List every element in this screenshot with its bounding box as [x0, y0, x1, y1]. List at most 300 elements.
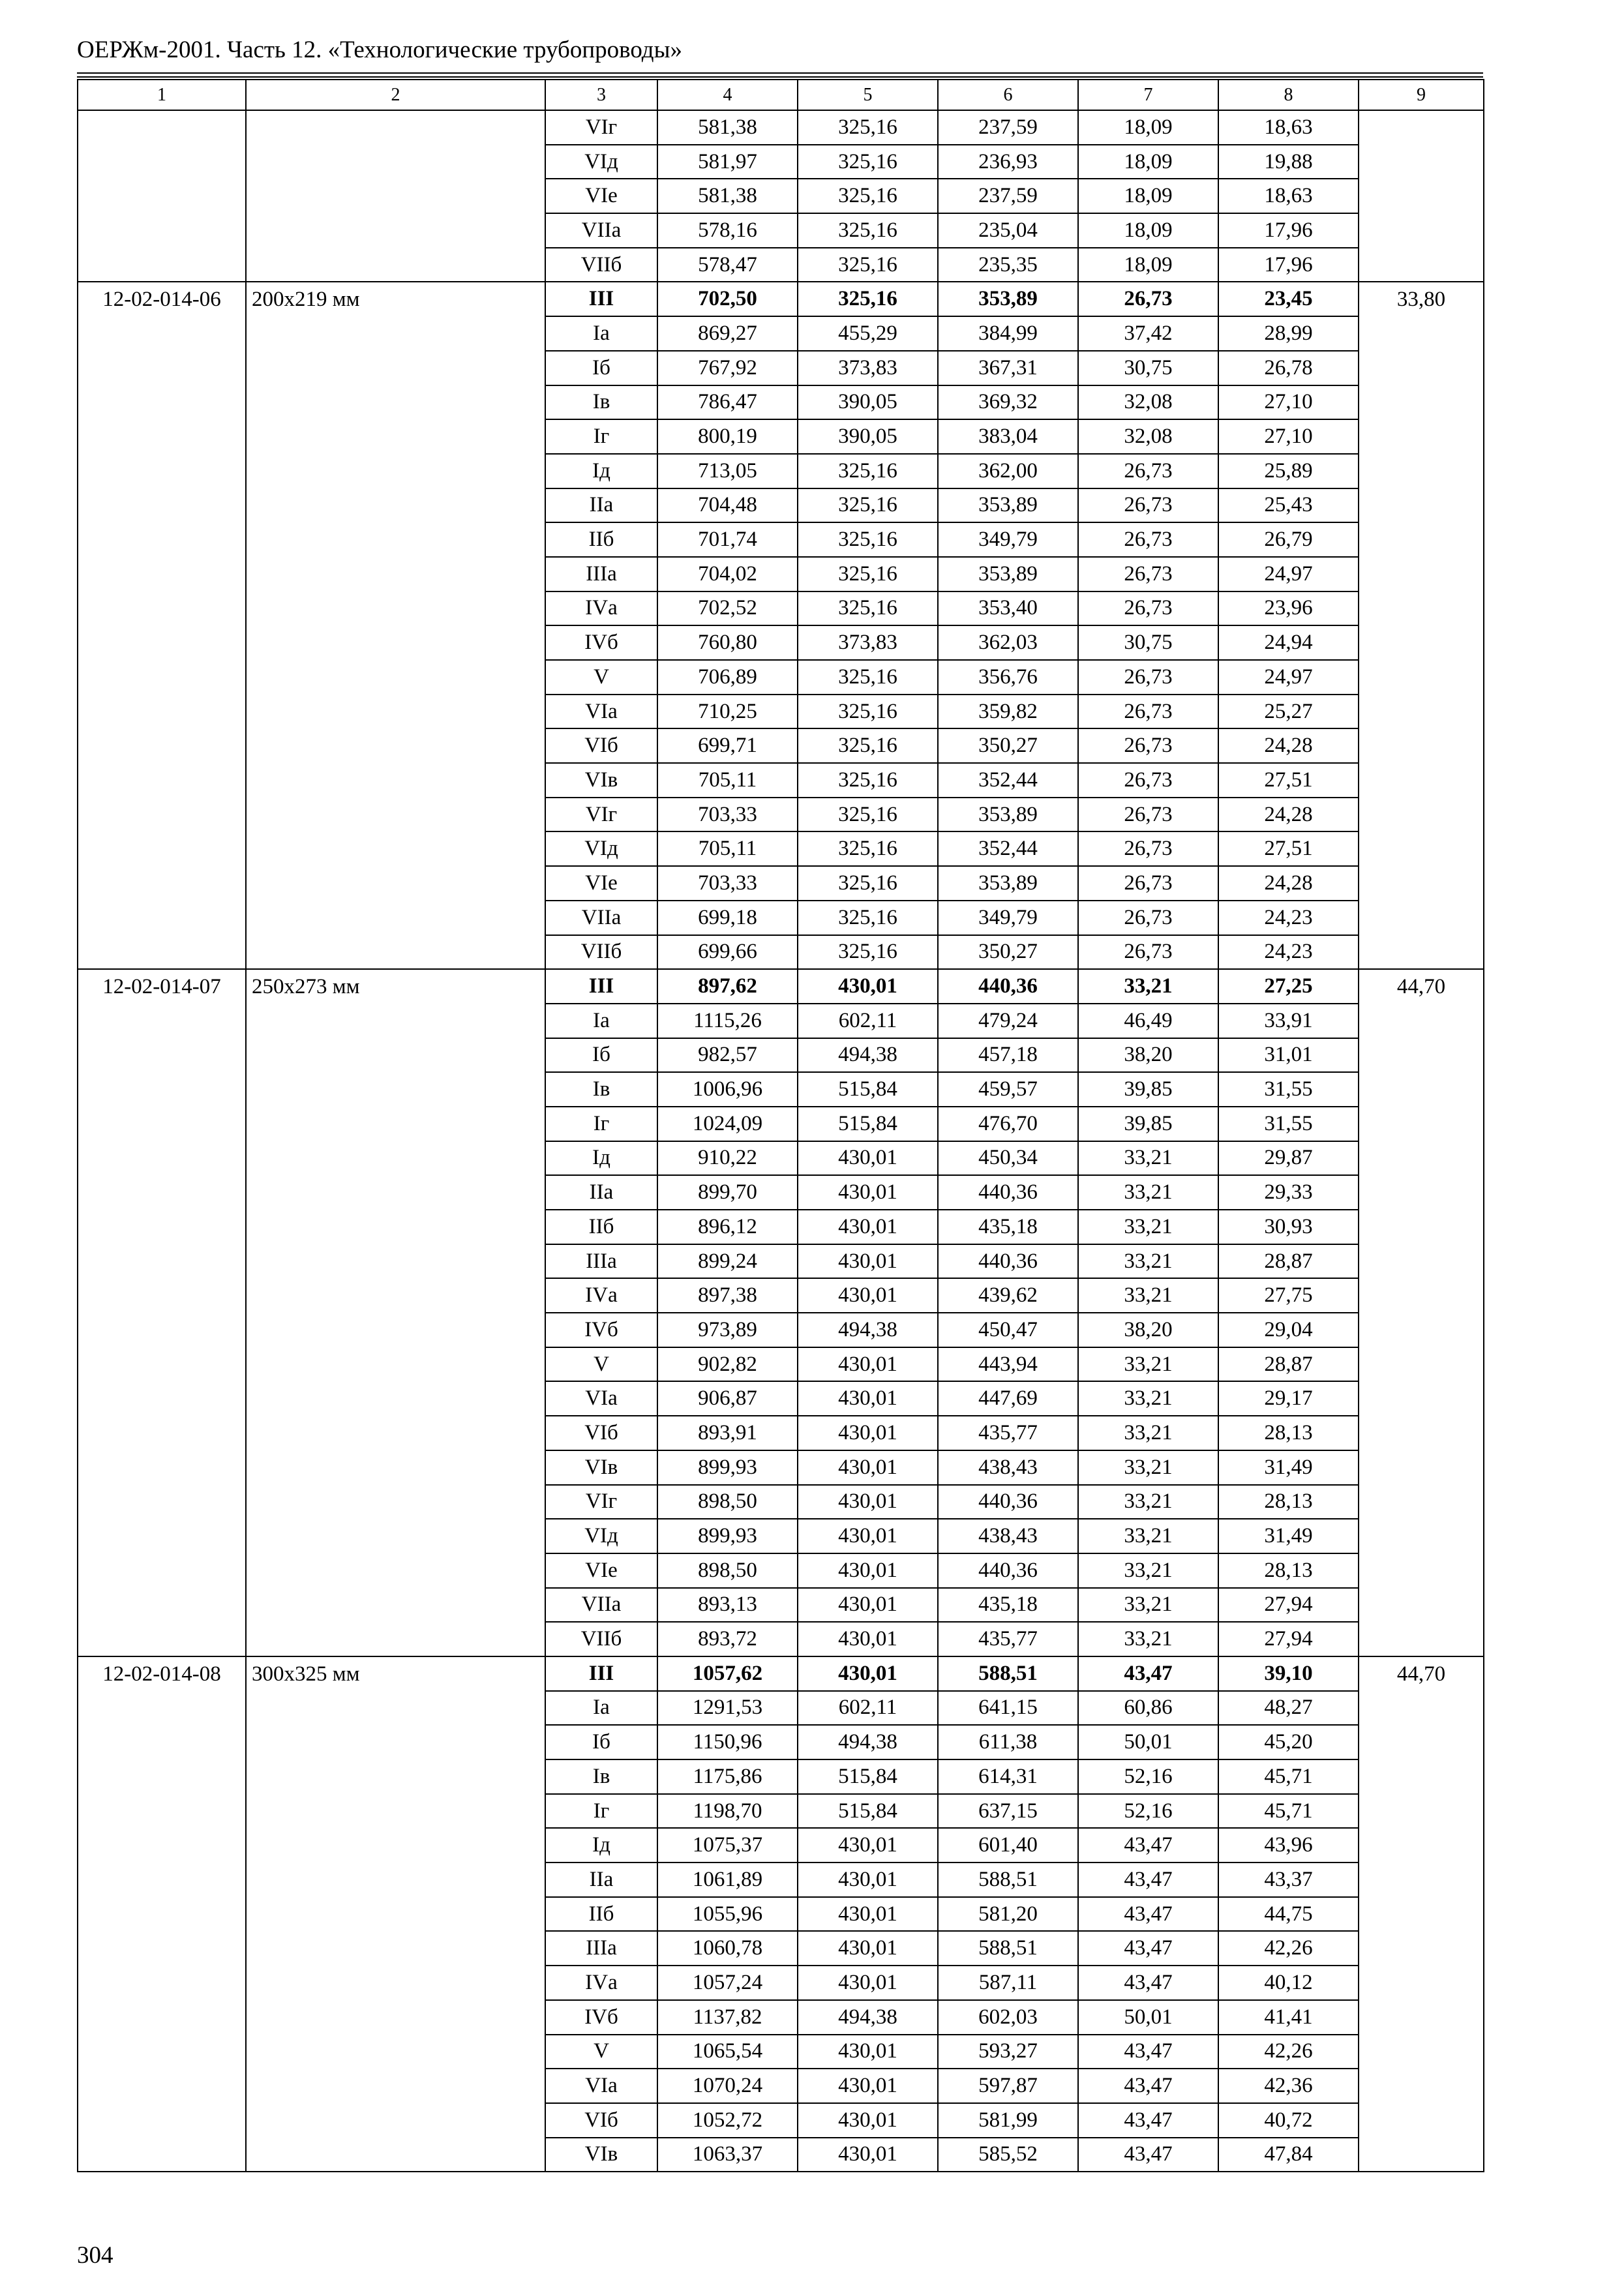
cost-value: 325,16 [798, 728, 938, 763]
cost-value: 39,85 [1078, 1107, 1218, 1141]
cost-value: 43,47 [1078, 2103, 1218, 2138]
cost-value: 26,79 [1218, 522, 1359, 557]
cost-value: 29,17 [1218, 1381, 1359, 1416]
pipe-size: 250x273 мм [246, 969, 545, 1656]
column-number-row [78, 80, 1484, 110]
cost-value: 45,20 [1218, 1725, 1359, 1759]
labor-total [1359, 110, 1484, 282]
cost-value: 47,84 [1218, 2138, 1359, 2172]
cost-value: 41,41 [1218, 2000, 1359, 2035]
cost-value: 33,21 [1078, 1141, 1218, 1176]
region-zone: IIб [545, 522, 657, 557]
cost-value: 705,11 [657, 763, 798, 798]
cost-value: 28,87 [1218, 1347, 1359, 1382]
cost-value: 899,93 [657, 1519, 798, 1553]
cost-value: 362,03 [938, 625, 1078, 660]
region-zone: Iб [545, 1725, 657, 1759]
cost-value: 430,01 [798, 1450, 938, 1485]
region-zone: V [545, 2035, 657, 2069]
rate-code: 12-02-014-07 [78, 969, 246, 1656]
cost-value: 24,28 [1218, 798, 1359, 832]
cost-value: 440,36 [938, 1175, 1078, 1210]
region-zone: VIд [545, 831, 657, 866]
cost-value: 897,38 [657, 1278, 798, 1313]
cost-value: 33,21 [1078, 1278, 1218, 1313]
region-zone: Iв [545, 1072, 657, 1107]
cost-value: 706,89 [657, 660, 798, 695]
region-zone: VIа [545, 695, 657, 729]
cost-value: 581,38 [657, 179, 798, 213]
cost-value: 637,15 [938, 1794, 1078, 1829]
cost-value: 325,16 [798, 282, 938, 316]
region-zone: VIе [545, 179, 657, 213]
cost-value: 50,01 [1078, 1725, 1218, 1759]
cost-value: 17,96 [1218, 248, 1359, 282]
cost-value: 23,96 [1218, 591, 1359, 626]
cost-value: 440,36 [938, 1244, 1078, 1279]
region-zone: VIв [545, 2138, 657, 2172]
cost-value: 703,33 [657, 798, 798, 832]
cost-value: 1137,82 [657, 2000, 798, 2035]
cost-value: 440,36 [938, 1485, 1078, 1519]
cost-value: 699,71 [657, 728, 798, 763]
cost-value: 611,38 [938, 1725, 1078, 1759]
cost-value: 515,84 [798, 1072, 938, 1107]
cost-value: 786,47 [657, 385, 798, 420]
region-zone: VIIа [545, 1588, 657, 1623]
column-number: 9 [1359, 80, 1484, 110]
region-zone: VIв [545, 1450, 657, 1485]
cost-value: 44,75 [1218, 1897, 1359, 1932]
cost-value: 325,16 [798, 522, 938, 557]
cost-value: 588,51 [938, 1931, 1078, 1966]
cost-value: 699,66 [657, 935, 798, 970]
cost-value: 33,21 [1078, 1347, 1218, 1382]
cost-value: 43,47 [1078, 1931, 1218, 1966]
cost-value: 325,16 [798, 798, 938, 832]
cost-value: 588,51 [938, 1656, 1078, 1691]
region-zone: VIг [545, 110, 657, 145]
cost-value: 713,05 [657, 454, 798, 488]
cost-value: 578,16 [657, 213, 798, 248]
cost-value: 479,24 [938, 1004, 1078, 1038]
cost-value: 42,26 [1218, 2035, 1359, 2069]
region-zone: VIIа [545, 901, 657, 935]
cost-value: 349,79 [938, 522, 1078, 557]
cost-value: 33,21 [1078, 1175, 1218, 1210]
cost-value: 1198,70 [657, 1794, 798, 1829]
cost-value: 450,47 [938, 1313, 1078, 1347]
header-rule [77, 76, 1483, 78]
region-zone: IVа [545, 1966, 657, 2000]
cost-value: 602,11 [798, 1004, 938, 1038]
cost-value: 581,97 [657, 145, 798, 179]
cost-value: 352,44 [938, 831, 1078, 866]
cost-value: 515,84 [798, 1759, 938, 1794]
cost-value: 60,86 [1078, 1691, 1218, 1726]
cost-value: 367,31 [938, 351, 1078, 385]
cost-value: 40,12 [1218, 1966, 1359, 2000]
region-zone: Iд [545, 1828, 657, 1863]
cost-value: 325,16 [798, 145, 938, 179]
cost-value: 899,93 [657, 1450, 798, 1485]
cost-value: 602,03 [938, 2000, 1078, 2035]
cost-value: 325,16 [798, 591, 938, 626]
cost-value: 450,34 [938, 1141, 1078, 1176]
cost-value: 31,49 [1218, 1519, 1359, 1553]
cost-value: 43,47 [1078, 1656, 1218, 1691]
cost-value: 430,01 [798, 1381, 938, 1416]
cost-value: 435,77 [938, 1416, 1078, 1450]
column-number: 4 [657, 80, 798, 110]
cost-value: 597,87 [938, 2069, 1078, 2103]
region-zone: Iв [545, 1759, 657, 1794]
cost-value: 28,87 [1218, 1244, 1359, 1279]
region-zone: VIе [545, 866, 657, 901]
cost-value: 704,48 [657, 488, 798, 523]
cost-value: 359,82 [938, 695, 1078, 729]
cost-value: 1070,24 [657, 2069, 798, 2103]
cost-value: 325,16 [798, 213, 938, 248]
cost-value: 430,01 [798, 1931, 938, 1966]
cost-value: 641,15 [938, 1691, 1078, 1726]
cost-value: 390,05 [798, 385, 938, 420]
column-number: 6 [938, 80, 1078, 110]
cost-value: 33,21 [1078, 1416, 1218, 1450]
cost-value: 32,08 [1078, 419, 1218, 454]
cost-value: 1063,37 [657, 2138, 798, 2172]
cost-value: 33,21 [1078, 1519, 1218, 1553]
cost-value: 52,16 [1078, 1794, 1218, 1829]
cost-value: 898,50 [657, 1553, 798, 1588]
cost-value: 459,57 [938, 1072, 1078, 1107]
cost-value: 430,01 [798, 1588, 938, 1623]
region-zone: IIа [545, 1175, 657, 1210]
region-zone: IIб [545, 1897, 657, 1932]
cost-value: 237,59 [938, 110, 1078, 145]
table-row [78, 110, 1484, 145]
cost-value: 353,89 [938, 866, 1078, 901]
cost-value: 39,10 [1218, 1656, 1359, 1691]
region-zone: Iд [545, 1141, 657, 1176]
region-zone: VIд [545, 1519, 657, 1553]
region-zone: IVб [545, 625, 657, 660]
cost-value: 494,38 [798, 1313, 938, 1347]
cost-value: 325,16 [798, 763, 938, 798]
cost-value: 27,51 [1218, 831, 1359, 866]
cost-value: 24,97 [1218, 557, 1359, 591]
region-zone: Iб [545, 1038, 657, 1073]
cost-value: 1052,72 [657, 2103, 798, 2138]
cost-value: 435,77 [938, 1622, 1078, 1656]
cost-value: 390,05 [798, 419, 938, 454]
cost-value: 38,20 [1078, 1038, 1218, 1073]
cost-value: 438,43 [938, 1450, 1078, 1485]
cost-value: 494,38 [798, 1038, 938, 1073]
cost-value: 430,01 [798, 1347, 938, 1382]
cost-value: 325,16 [798, 488, 938, 523]
cost-value: 356,76 [938, 660, 1078, 695]
cost-value: 43,47 [1078, 1828, 1218, 1863]
region-zone: VIд [545, 145, 657, 179]
cost-value: 38,20 [1078, 1313, 1218, 1347]
cost-value: 1024,09 [657, 1107, 798, 1141]
cost-value: 33,91 [1218, 1004, 1359, 1038]
column-number: 8 [1218, 80, 1359, 110]
cost-value: 33,21 [1078, 1588, 1218, 1623]
region-zone: IIа [545, 488, 657, 523]
cost-value: 1075,37 [657, 1828, 798, 1863]
column-number: 2 [246, 80, 545, 110]
region-zone: III [545, 1656, 657, 1691]
pipe-size: 200x219 мм [246, 282, 545, 969]
cost-value: 430,01 [798, 1141, 938, 1176]
cost-value: 353,89 [938, 488, 1078, 523]
cost-value: 46,49 [1078, 1004, 1218, 1038]
cost-value: 593,27 [938, 2035, 1078, 2069]
cost-value: 455,29 [798, 316, 938, 351]
cost-value: 362,00 [938, 454, 1078, 488]
cost-value: 30,93 [1218, 1210, 1359, 1244]
cost-value: 767,92 [657, 351, 798, 385]
region-zone: VIIа [545, 213, 657, 248]
cost-value: 369,32 [938, 385, 1078, 420]
cost-value: 373,83 [798, 351, 938, 385]
cost-value: 18,63 [1218, 179, 1359, 213]
cost-value: 33,21 [1078, 1381, 1218, 1416]
cost-value: 43,47 [1078, 1863, 1218, 1897]
cost-value: 27,25 [1218, 969, 1359, 1004]
region-zone: VIг [545, 1485, 657, 1519]
cost-value: 703,33 [657, 866, 798, 901]
cost-value: 893,13 [657, 1588, 798, 1623]
cost-value: 50,01 [1078, 2000, 1218, 2035]
cost-value: 325,16 [798, 454, 938, 488]
cost-value: 27,94 [1218, 1588, 1359, 1623]
cost-value: 896,12 [657, 1210, 798, 1244]
column-number: 3 [545, 80, 657, 110]
cost-value: 27,75 [1218, 1278, 1359, 1313]
cost-value: 702,52 [657, 591, 798, 626]
cost-value: 430,01 [798, 1210, 938, 1244]
column-number: 7 [1078, 80, 1218, 110]
cost-value: 43,47 [1078, 2069, 1218, 2103]
cost-value: 353,89 [938, 557, 1078, 591]
cost-value: 40,72 [1218, 2103, 1359, 2138]
cost-value: 25,89 [1218, 454, 1359, 488]
cost-value: 350,27 [938, 935, 1078, 970]
table-row [78, 969, 1484, 1004]
region-zone: VIб [545, 728, 657, 763]
cost-value: 430,01 [798, 2035, 938, 2069]
cost-value: 26,73 [1078, 591, 1218, 626]
cost-value: 704,02 [657, 557, 798, 591]
region-zone: VIв [545, 763, 657, 798]
cost-value: 494,38 [798, 2000, 938, 2035]
cost-value: 26,73 [1078, 728, 1218, 763]
cost-value: 430,01 [798, 1656, 938, 1691]
pipe-size: 300x325 мм [246, 1656, 545, 2172]
region-zone: Iд [545, 454, 657, 488]
cost-value: 602,11 [798, 1691, 938, 1726]
cost-value: 1115,26 [657, 1004, 798, 1038]
cost-value: 39,85 [1078, 1072, 1218, 1107]
cost-value: 33,21 [1078, 1450, 1218, 1485]
cost-value: 42,36 [1218, 2069, 1359, 2103]
cost-value: 26,73 [1078, 763, 1218, 798]
cost-value: 349,79 [938, 901, 1078, 935]
rate-code: 12-02-014-08 [78, 1656, 246, 2172]
cost-value: 43,37 [1218, 1863, 1359, 1897]
cost-value: 710,25 [657, 695, 798, 729]
cost-value: 1291,53 [657, 1691, 798, 1726]
region-zone: VIIб [545, 1622, 657, 1656]
cost-value: 910,22 [657, 1141, 798, 1176]
cost-value: 29,04 [1218, 1313, 1359, 1347]
cost-value: 1060,78 [657, 1931, 798, 1966]
cost-value: 28,13 [1218, 1485, 1359, 1519]
cost-value: 430,01 [798, 1897, 938, 1932]
cost-value: 325,16 [798, 866, 938, 901]
cost-value: 893,91 [657, 1416, 798, 1450]
cost-value: 581,99 [938, 2103, 1078, 2138]
cost-value: 440,36 [938, 969, 1078, 1004]
cost-value: 705,11 [657, 831, 798, 866]
cost-value: 430,01 [798, 1828, 938, 1863]
column-number: 1 [78, 80, 246, 110]
cost-value: 325,16 [798, 557, 938, 591]
cost-value: 325,16 [798, 901, 938, 935]
cost-value: 588,51 [938, 1863, 1078, 1897]
cost-value: 235,35 [938, 248, 1078, 282]
cost-value: 18,09 [1078, 179, 1218, 213]
column-number: 5 [798, 80, 938, 110]
region-zone: IVа [545, 591, 657, 626]
cost-value: 1065,54 [657, 2035, 798, 2069]
cost-value: 33,21 [1078, 1622, 1218, 1656]
cost-value: 18,09 [1078, 145, 1218, 179]
cost-value: 702,50 [657, 282, 798, 316]
cost-value: 897,62 [657, 969, 798, 1004]
cost-value: 699,18 [657, 901, 798, 935]
cost-value: 24,94 [1218, 625, 1359, 660]
cost-value: 1150,96 [657, 1725, 798, 1759]
cost-value: 31,55 [1218, 1107, 1359, 1141]
cost-value: 325,16 [798, 110, 938, 145]
cost-value: 29,87 [1218, 1141, 1359, 1176]
cost-value: 581,20 [938, 1897, 1078, 1932]
cost-value: 26,73 [1078, 282, 1218, 316]
region-zone: VIIб [545, 935, 657, 970]
cost-value: 430,01 [798, 1416, 938, 1450]
cost-value: 435,18 [938, 1210, 1078, 1244]
cost-value: 24,28 [1218, 728, 1359, 763]
cost-value: 430,01 [798, 1485, 938, 1519]
cost-value: 27,10 [1218, 419, 1359, 454]
cost-value: 585,52 [938, 2138, 1078, 2172]
region-zone: Iг [545, 1794, 657, 1829]
cost-value: 447,69 [938, 1381, 1078, 1416]
region-zone: Iб [545, 351, 657, 385]
cost-value: 25,27 [1218, 695, 1359, 729]
cost-value: 28,13 [1218, 1416, 1359, 1450]
cost-value: 52,16 [1078, 1759, 1218, 1794]
page-number: 304 [77, 2242, 113, 2269]
cost-value: 899,70 [657, 1175, 798, 1210]
cost-value: 353,40 [938, 591, 1078, 626]
cost-value: 982,57 [657, 1038, 798, 1073]
cost-value: 24,97 [1218, 660, 1359, 695]
cost-value: 43,47 [1078, 1966, 1218, 2000]
header-rule [77, 72, 1483, 74]
cost-value: 33,21 [1078, 1244, 1218, 1279]
cost-value: 42,26 [1218, 1931, 1359, 1966]
region-zone: VIб [545, 1416, 657, 1450]
cost-value: 26,73 [1078, 557, 1218, 591]
region-zone: IIIа [545, 557, 657, 591]
cost-value: 237,59 [938, 179, 1078, 213]
cost-value: 235,04 [938, 213, 1078, 248]
cost-value: 43,47 [1078, 1897, 1218, 1932]
cost-value: 353,89 [938, 282, 1078, 316]
cost-value: 1006,96 [657, 1072, 798, 1107]
cost-value: 701,74 [657, 522, 798, 557]
cost-value: 973,89 [657, 1313, 798, 1347]
region-zone: Iв [545, 385, 657, 420]
cost-value: 760,80 [657, 625, 798, 660]
cost-value: 325,16 [798, 831, 938, 866]
cost-value: 43,47 [1078, 2035, 1218, 2069]
cost-value: 43,47 [1078, 2138, 1218, 2172]
cost-value: 236,93 [938, 145, 1078, 179]
region-zone: IVа [545, 1278, 657, 1313]
cost-value: 26,73 [1078, 935, 1218, 970]
cost-value: 23,45 [1218, 282, 1359, 316]
region-zone: IIа [545, 1863, 657, 1897]
region-zone: V [545, 660, 657, 695]
cost-value: 906,87 [657, 1381, 798, 1416]
cost-value: 24,23 [1218, 935, 1359, 970]
cost-value: 27,51 [1218, 763, 1359, 798]
region-zone: VIе [545, 1553, 657, 1588]
cost-value: 26,73 [1078, 660, 1218, 695]
cost-value: 29,33 [1218, 1175, 1359, 1210]
region-zone: IIб [545, 1210, 657, 1244]
cost-value: 325,16 [798, 660, 938, 695]
cost-value: 383,04 [938, 419, 1078, 454]
labor-total: 44,70 [1359, 1656, 1484, 2172]
region-zone: IVб [545, 1313, 657, 1347]
cost-value: 1057,62 [657, 1656, 798, 1691]
cost-value: 26,73 [1078, 901, 1218, 935]
cost-value: 43,96 [1218, 1828, 1359, 1863]
table-row [78, 1656, 1484, 1691]
cost-value: 430,01 [798, 1622, 938, 1656]
cost-value: 800,19 [657, 419, 798, 454]
cost-value: 353,89 [938, 798, 1078, 832]
cost-value: 31,01 [1218, 1038, 1359, 1073]
cost-value: 24,23 [1218, 901, 1359, 935]
cost-value: 1057,24 [657, 1966, 798, 2000]
cost-value: 33,21 [1078, 1485, 1218, 1519]
pipe-size [246, 110, 545, 282]
cost-value: 581,38 [657, 110, 798, 145]
cost-value: 325,16 [798, 935, 938, 970]
region-zone: IVб [545, 2000, 657, 2035]
cost-value: 19,88 [1218, 145, 1359, 179]
region-zone: III [545, 969, 657, 1004]
region-zone: Iа [545, 1691, 657, 1726]
